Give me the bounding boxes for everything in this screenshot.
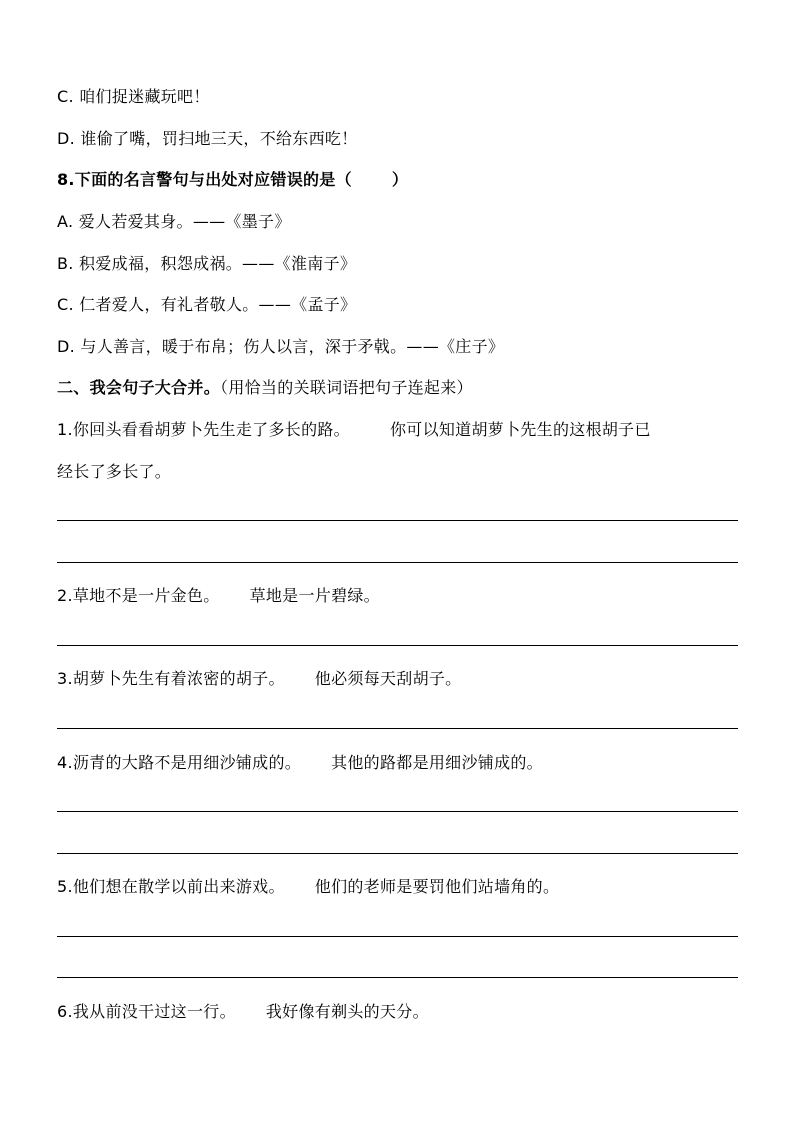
q8-stem: 8.下面的名言警句与出处对应错误的是（ — [57, 170, 352, 189]
section2-heading — [57, 377, 473, 399]
q8-option-b: B. 积爱成福，积怨成祸。——《淮南子》 — [57, 254, 357, 273]
item-3 — [57, 668, 461, 690]
item-4 — [57, 752, 543, 774]
item-1 — [57, 419, 651, 441]
item-4-b: 其他的路都是用细沙铺成的。 — [331, 753, 543, 772]
item-5 — [57, 876, 559, 898]
item-2-b: 草地是一片碧绿。 — [249, 586, 380, 605]
item-5-a: 5.他们想在散学以前出来游戏。 — [57, 877, 285, 896]
answer-line[interactable] — [57, 977, 738, 978]
answer-line[interactable] — [57, 811, 738, 812]
section2-title: 二、我会句子大合并。 — [57, 378, 221, 397]
item-1-cont: 经长了多长了。 — [57, 462, 172, 481]
item-2-a: 2.草地不是一片金色。 — [57, 586, 220, 605]
item-3-b: 他必须每天刮胡子。 — [314, 669, 462, 688]
answer-line[interactable] — [57, 936, 738, 937]
item-3-a: 3.胡萝卜先生有着浓密的胡子。 — [57, 669, 285, 688]
item-2 — [57, 585, 380, 607]
q7-option-d: D. 谁偷了嘴，罚扫地三天，不给东西吃！ — [57, 129, 358, 148]
answer-line[interactable] — [57, 728, 738, 729]
q7-option-c: C. 咱们捉迷藏玩吧！ — [57, 87, 210, 106]
item-6 — [57, 1001, 429, 1023]
q8-option-c: C. 仁者爱人，有礼者敬人。——《孟子》 — [57, 295, 357, 314]
answer-line[interactable] — [57, 853, 738, 854]
q8-option-a: A. 爱人若爱其身。——《墨子》 — [57, 212, 291, 231]
q8-stem-end: ） — [391, 170, 409, 189]
item-1-a: 1.你回头看看胡萝卜先生走了多长的路。 — [57, 420, 350, 439]
answer-line[interactable] — [57, 520, 738, 521]
item-5-b: 他们的老师是要罚他们站墙角的。 — [314, 877, 560, 896]
q8-question — [57, 169, 408, 191]
item-6-a: 6.我从前没干过这一行。 — [57, 1002, 236, 1021]
q8-option-d: D. 与人善言，暖于布帛；伤人以言，深于矛戟。——《庄子》 — [57, 337, 505, 356]
item-4-a: 4.沥青的大路不是用细沙铺成的。 — [57, 753, 302, 772]
item-1-b: 你可以知道胡萝卜先生的这根胡子已 — [389, 420, 651, 439]
answer-line[interactable] — [57, 645, 738, 646]
item-6-b: 我好像有剃头的天分。 — [265, 1002, 429, 1021]
answer-line[interactable] — [57, 562, 738, 563]
section2-instruction: （用恰当的关联词语把句子连起来） — [220, 378, 473, 397]
